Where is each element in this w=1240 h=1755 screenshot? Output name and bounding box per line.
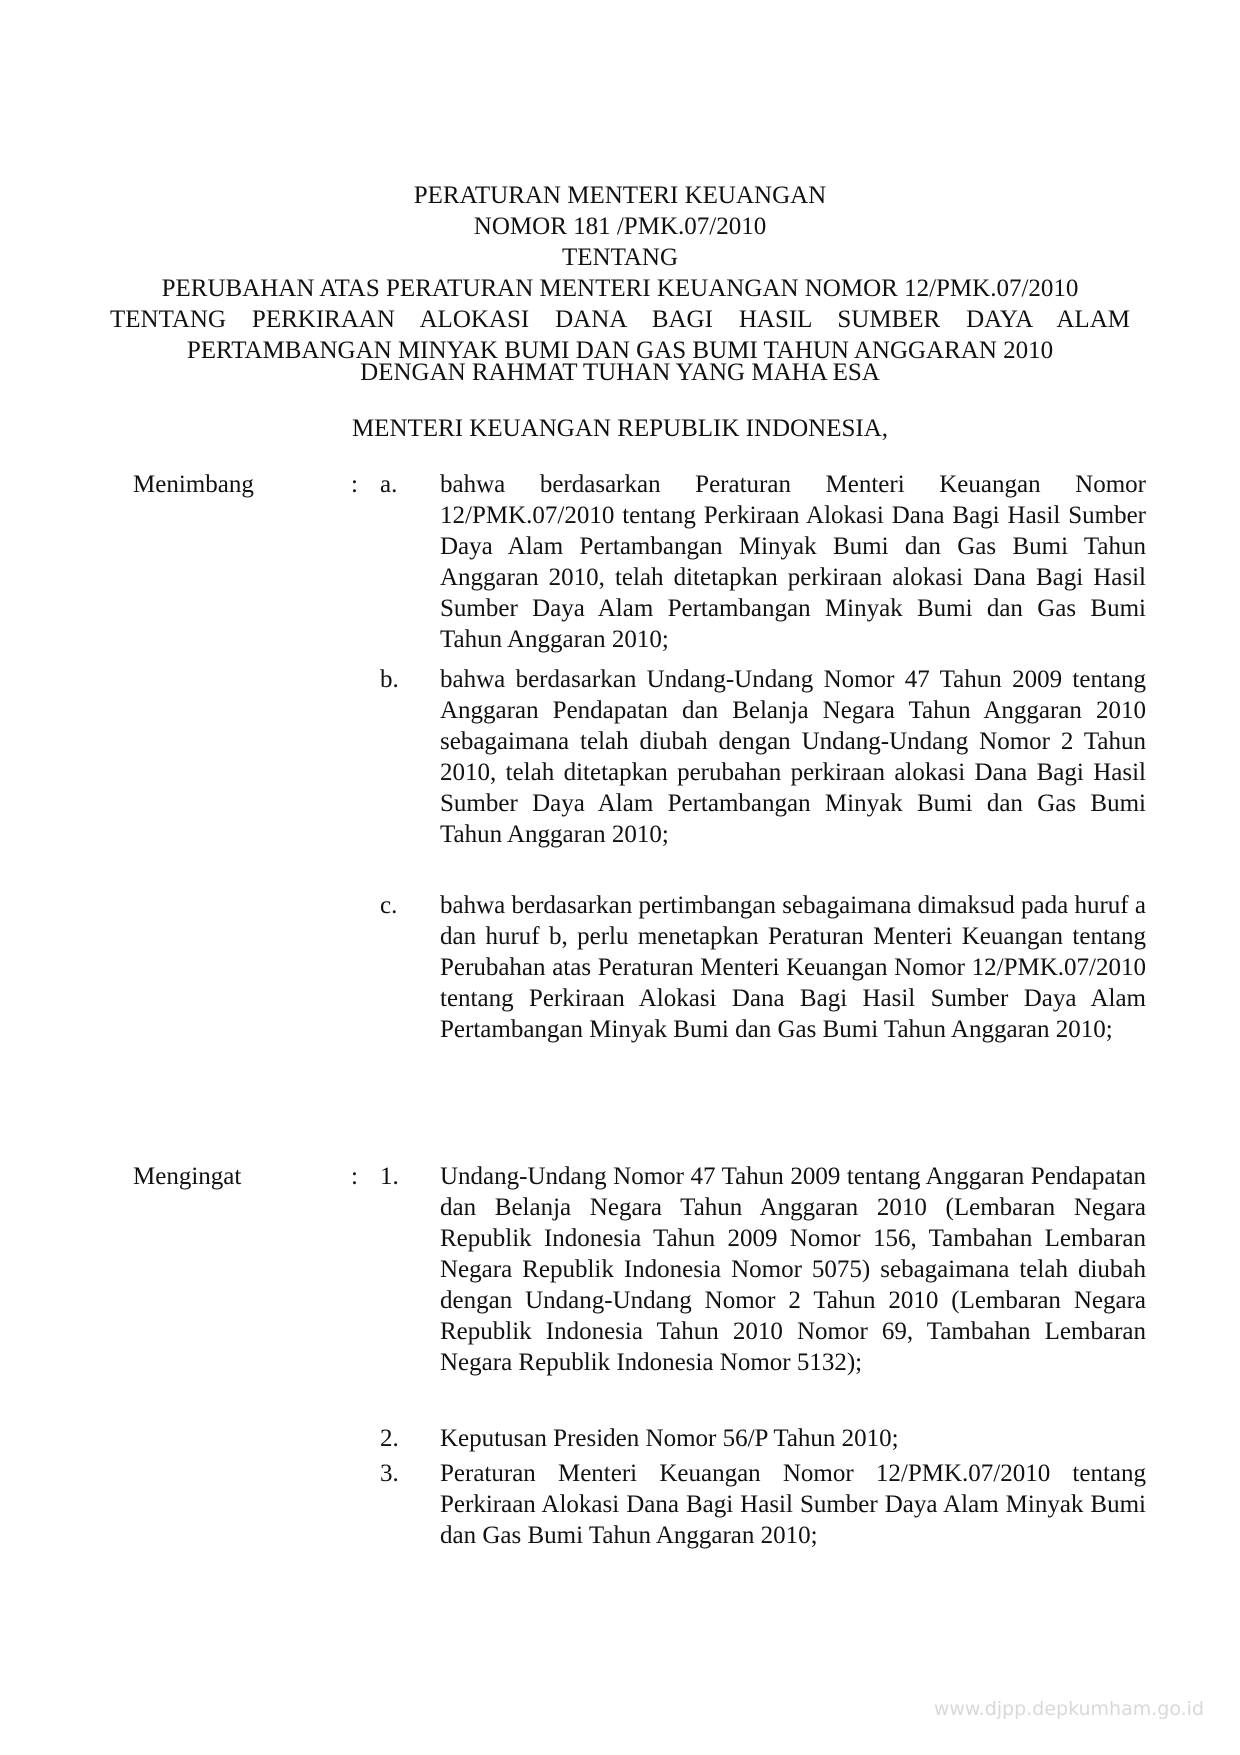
menimbang-colon: : [351, 471, 358, 498]
item-marker: b. [380, 666, 399, 693]
title-line-amendment: PERUBAHAN ATAS PERATURAN MENTERI KEUANGAN NOMOR 12/PMK.07/2010 [161, 275, 1079, 302]
item-marker: 3. [380, 1460, 399, 1487]
title-line-number: NOMOR 181 /PMK.07/2010 [473, 213, 767, 240]
mengingat-label: Mengingat [133, 1163, 242, 1190]
item-text: Keputusan Presiden Nomor 56/P Tahun 2010; [440, 1425, 899, 1452]
item-marker: c. [380, 892, 398, 919]
item-text: bahwa berdasarkan Undang-Undang Nomor 47 Tahun 2009 tentang Anggaran Pendapatan dan Belanja Negara Tahun Anggaran 2010 sebagaimana telah diubah dengan Undang-Undang Nomor 2 Tahun 2010, telah ditetapkan perubahan perkiraan alokasi Dana Bagi Hasil Sumber Daya Alam Pertambangan Minyak Bumi dan Gas Bumi Tahun Anggaran 2010; [440, 666, 1146, 848]
title-line-subject: TENTANG PERKIRAAN ALOKASI DANA BAGI HASIL SUMBER DAYA ALAM [110, 306, 1130, 333]
mengingat-colon: : [351, 1163, 358, 1190]
item-text: bahwa berdasarkan Peraturan Menteri Keuangan Nomor 12/PMK.07/2010 tentang Perkiraan Alokasi Dana Bagi Hasil Sumber Daya Alam Pertambangan Minyak Bumi dan Gas Bumi Tahun Anggaran 2010, telah ditetapkan perkiraan alokasi Dana Bagi Hasil Sumber Daya Alam Pertambangan Minyak Bumi dan Gas Bumi Tahun Anggaran 2010; [440, 471, 1146, 653]
title-line-subject-cont: PERTAMBANGAN MINYAK BUMI DAN GAS BUMI TAHUN ANGGARAN 2010 [186, 337, 1054, 364]
item-text: Undang-Undang Nomor 47 Tahun 2009 tentang Anggaran Pendapatan dan Belanja Negara Tahun Anggaran 2010 (Lembaran Negara Republik Indonesia Tahun 2009 Nomor 156, Tambahan Lembaran Negara Republik Indonesia Nomor 5075) sebagaimana telah diubah dengan Undang-Undang Nomor 2 Tahun 2010 (Lembaran Negara Republik Indonesia Tahun 2010 Nomor 69, Tambahan Lembaran Negara Republik Indonesia Nomor 5132); [440, 1163, 1146, 1376]
item-marker: 2. [380, 1425, 399, 1452]
regulation-title-block [110, 180, 1130, 366]
title-line-tentang: TENTANG [561, 244, 679, 271]
website-watermark: www.djpp.depkumham.go.id [933, 1698, 1204, 1720]
item-text: bahwa berdasarkan pertimbangan sebagaimana dimaksud pada huruf a dan huruf b, perlu menetapkan Peraturan Menteri Keuangan tentang Perubahan atas Peraturan Menteri Keuangan Nomor 12/PMK.07/2010 tentang Perkiraan Alokasi Dana Bagi Hasil Sumber Daya Alam Pertambangan Minyak Bumi dan Gas Bumi Tahun Anggaran 2010; [440, 892, 1146, 1043]
item-text: Peraturan Menteri Keuangan Nomor 12/PMK.07/2010 tentang Perkiraan Alokasi Dana Bagi Hasil Sumber Daya Alam Minyak Bumi dan Gas Bumi Tahun Anggaran 2010; [440, 1460, 1146, 1549]
item-marker: 1. [380, 1163, 399, 1190]
minister-heading: MENTERI KEUANGAN REPUBLIK INDONESIA, [351, 415, 889, 442]
item-marker: a. [380, 471, 398, 498]
menimbang-label: Menimbang [133, 471, 254, 498]
invocation-text: DENGAN RAHMAT TUHAN YANG MAHA ESA [360, 359, 880, 386]
title-line-regulation: PERATURAN MENTERI KEUANGAN [413, 182, 827, 209]
